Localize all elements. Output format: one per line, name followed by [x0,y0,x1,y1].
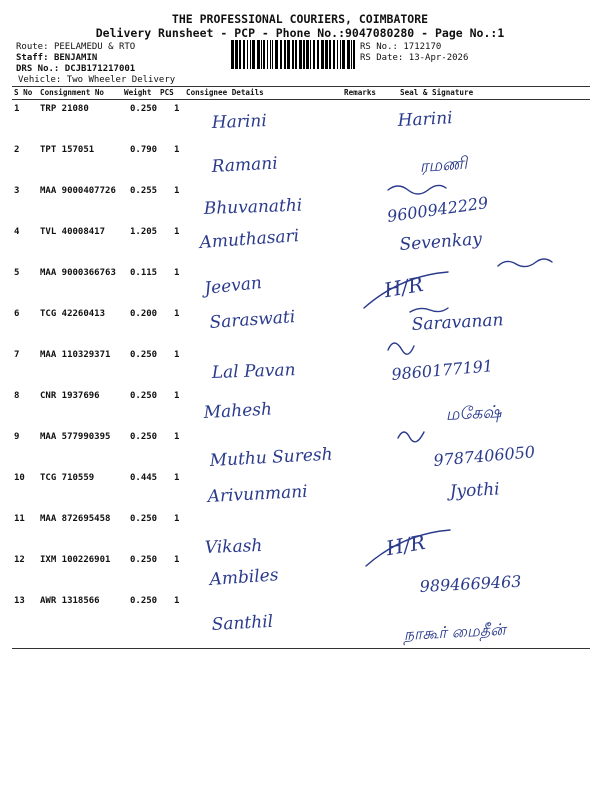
col-remarks-header: Remarks [344,88,377,97]
cell-consignment: MAA 577990395 [40,432,111,442]
rs-no-value: 1712170 [403,42,442,52]
cell-pcs: 1 [174,227,180,237]
cell-consignment: TCG 710559 [40,473,95,483]
handwritten-consignee: Ramani [211,153,279,177]
drs-value: DCJB171217001 [64,64,136,74]
handwritten-signature: Sevenkay [398,229,483,255]
handwritten-signature: Harini [397,108,454,131]
cell-weight: 0.250 [130,350,158,360]
cell-pcs: 1 [174,186,180,196]
handwritten-consignee: Santhil [211,611,274,635]
route-label: Route: [16,42,49,52]
handwritten-remark: H/R [384,529,428,561]
runsheet-subtitle: Delivery Runsheet - PCP - Phone No.:9047080280 - Page No.:1 [95,26,505,40]
cell-consignment: TCG 42260413 [40,309,106,319]
cell-pcs: 1 [174,432,180,442]
handwritten-signature: நாகூர் மைதீன் [403,619,507,644]
cell-weight: 0.445 [130,473,158,483]
cell-sno: 9 [14,432,20,442]
handwritten-signature: 9894669463 [419,571,522,596]
cell-weight: 0.250 [130,104,158,114]
cell-pcs: 1 [174,309,180,319]
cell-sno: 11 [14,514,25,524]
handwritten-signature: 9600942229 [385,192,490,226]
signature-scrawl [388,343,414,354]
cell-consignment: MAA 110329371 [40,350,111,360]
drs-label: DRS No.: [16,64,60,74]
col-sno-header: S No [14,88,33,97]
cell-weight: 0.250 [130,555,158,565]
handwritten-remark: H/R [382,271,426,303]
route-value: PEELAMEDU & RTO [53,42,136,52]
handwritten-signature: மகேஷ் [445,402,502,425]
cell-pcs: 1 [174,391,180,401]
handwritten-signature: 9860177191 [390,356,494,384]
signature-scrawl [410,308,448,312]
col-consignee-header: Consignee Details [186,88,264,97]
handwritten-consignee: Saraswati [208,307,296,333]
staff-value: BENJAMIN [53,53,98,63]
cell-sno: 5 [14,268,20,278]
staff-label: Staff: [16,53,49,63]
cell-weight: 0.790 [130,145,158,155]
cell-sno: 4 [14,227,20,237]
cell-consignment: MAA 9000366763 [40,268,116,278]
rs-no-label: RS No.: [360,42,398,52]
col-signature-header: Seal & Signature [400,88,474,97]
cell-pcs: 1 [174,145,180,155]
handwritten-consignee: Muthu Suresh [209,444,334,471]
cell-sno: 12 [14,555,25,565]
cell-weight: 0.250 [130,432,158,442]
handwritten-consignee: Bhuvanathi [203,195,303,219]
handwritten-consignee: Lal Pavan [211,360,296,383]
handwritten-consignee: Amuthasari [198,226,300,253]
handwritten-consignee: Mahesh [203,399,273,423]
handwritten-consignee: Arivunmani [207,481,309,507]
cell-sno: 10 [14,473,25,483]
cell-consignment: TPT 157051 [40,145,95,155]
vehicle-value: Two Wheeler Delivery [66,75,176,85]
cell-consignment: CNR 1937696 [40,391,100,401]
cell-consignment: IXM 100226901 [40,555,111,565]
cell-sno: 2 [14,145,20,155]
company-title: THE PROFESSIONAL COURIERS, COIMBATORE [171,12,429,26]
cell-pcs: 1 [174,268,180,278]
cell-sno: 6 [14,309,20,319]
cell-sno: 7 [14,350,20,360]
col-pcs-header: PCS [160,88,174,97]
cell-weight: 0.200 [130,309,158,319]
cell-sno: 13 [14,596,25,606]
handwritten-signature: 9787406050 [432,442,536,470]
rs-date-label: RS Date: [360,53,404,63]
cell-weight: 0.115 [130,268,158,278]
cell-pcs: 1 [174,596,180,606]
cell-sno: 1 [14,104,20,114]
cell-consignment: MAA 872695458 [40,514,111,524]
cell-consignment: TRP 21080 [40,104,89,114]
cell-weight: 0.255 [130,186,158,196]
cell-sno: 8 [14,391,20,401]
handwritten-consignee: Harini [211,111,268,133]
cell-weight: 0.250 [130,391,158,401]
vehicle-label: Vehicle: [18,75,62,85]
handwritten-signature: Saravanan [411,310,504,335]
cell-pcs: 1 [174,514,180,524]
cell-pcs: 1 [174,350,180,360]
handwritten-signature: ரமணி [418,153,468,177]
handwritten-consignee: Jeevan [203,273,263,299]
cell-pcs: 1 [174,473,180,483]
handwritten-consignee: Ambiles [208,565,280,590]
signature-scrawl [388,185,446,194]
cell-weight: 0.250 [130,596,158,606]
cell-consignment: MAA 9000407726 [40,186,116,196]
rs-date-value: 13-Apr-2026 [408,53,469,63]
cell-pcs: 1 [174,555,180,565]
handwritten-consignee: Vikash [204,536,263,558]
col-weight-header: Weight [124,88,152,97]
cell-pcs: 1 [174,104,180,114]
cell-sno: 3 [14,186,20,196]
cell-consignment: AWR 1318566 [40,596,100,606]
col-consignment-header: Consignment No [40,88,105,97]
cell-consignment: TVL 40008417 [40,227,106,237]
signature-scrawl [498,259,552,267]
signature-scrawl [398,432,424,442]
cell-weight: 1.205 [130,227,158,237]
handwritten-signature: Jyothi [449,479,501,502]
cell-weight: 0.250 [130,514,158,524]
